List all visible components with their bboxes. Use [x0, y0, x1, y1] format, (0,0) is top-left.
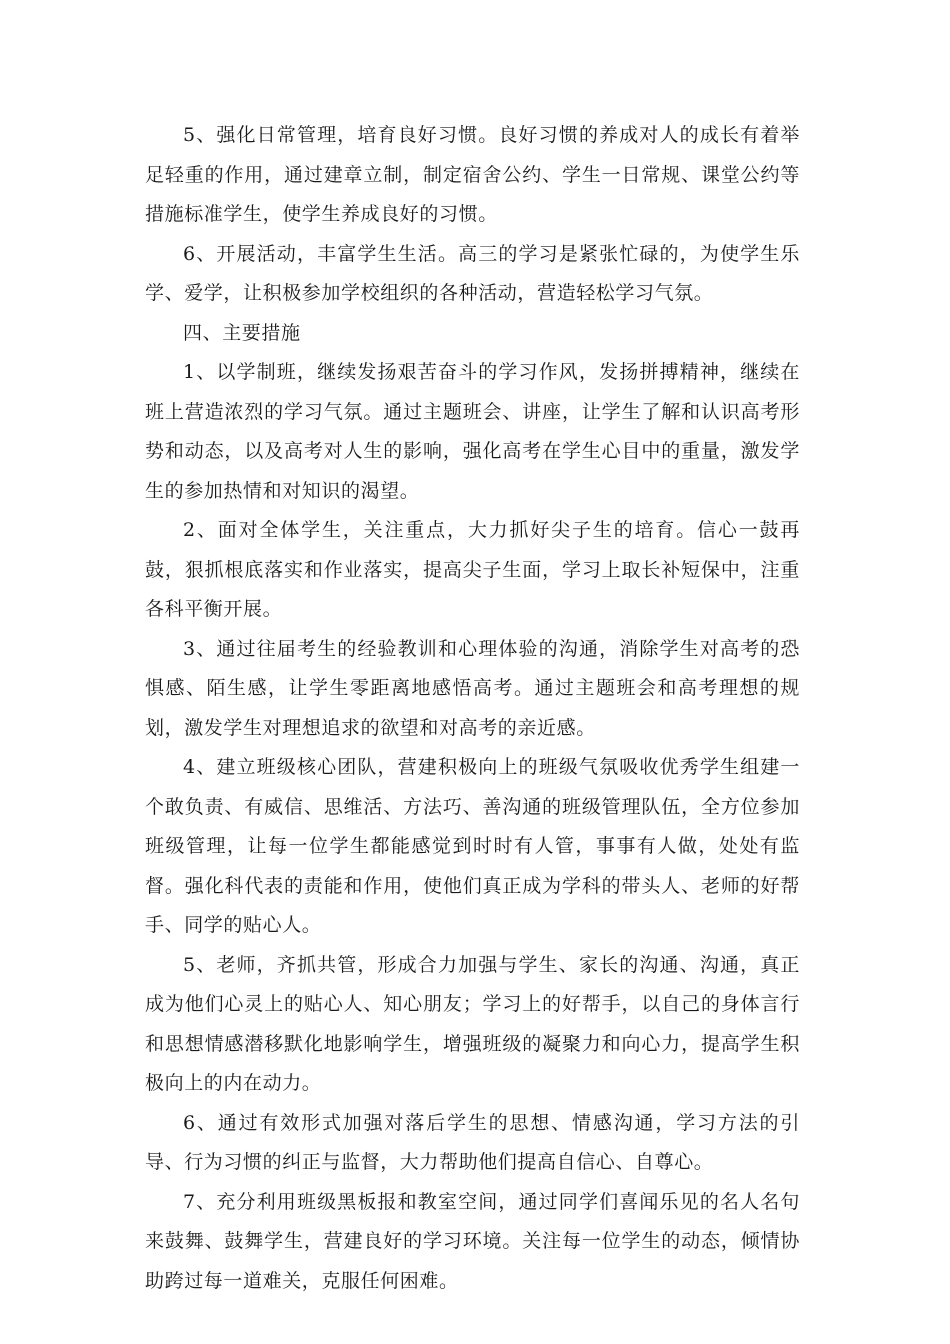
paragraph-activities: 6、开展活动，丰富学生生活。高三的学习是紧张忙碌的，为使学生乐学、爱学，让积极参加学校组织的各种活动，营造轻松学习气氛。	[145, 242, 800, 304]
section-heading-main-measures: 四、主要措施	[183, 321, 301, 344]
document-body	[145, 116, 800, 1301]
paragraph-measure-3: 3、通过往届考生的经验教训和心理体验的沟通，消除学生对高考的恐惧感、陌生感，让学生零距离地感悟高考。通过主题班会和高考理想的规划，激发学生对理想追求的欲望和对高考的亲近感。	[145, 637, 800, 739]
paragraph-measure-1: 1、以学制班，继续发扬艰苦奋斗的学习作风，发扬拼搏精神，继续在班上营造浓烈的学习气氛。通过主题班会、讲座，让学生了解和认识高考形势和动态，以及高考对人生的影响，强化高考在学生心目中的重量，激发学生的参加热情和对知识的渴望。	[145, 361, 800, 502]
paragraph-daily-management: 5、强化日常管理，培育良好习惯。良好习惯的养成对人的成长有着举足轻重的作用，通过建章立制，制定宿舍公约、学生一日常规、课堂公约等措施标准学生，使学生养成良好的习惯。	[145, 124, 800, 225]
paragraph-measure-6: 6、通过有效形式加强对落后学生的思想、情感沟通，学习方法的引导、行为习惯的纠正与监督，大力帮助他们提高自信心、自尊心。	[145, 1111, 800, 1173]
paragraph-measure-5: 5、老师，齐抓共管，形成合力加强与学生、家长的沟通、沟通，真正成为他们心灵上的贴心人、知心朋友；学习上的好帮手，以自己的身体言行和思想情感潜移默化地影响学生，增强班级的凝聚力和向心力，提高学生积极向上的内在动力。	[145, 953, 800, 1094]
paragraph-measure-7: 7、充分利用班级黑板报和教室空间，通过同学们喜闻乐见的名人名句来鼓舞、鼓舞学生，营建良好的学习环境。关注每一位学生的动态，倾情协助跨过每一道难关，克服任何困难。	[145, 1190, 800, 1292]
paragraph-measure-2: 2、面对全体学生，关注重点，大力抓好尖子生的培育。信心一鼓再鼓，狠抓根底落实和作业落实，提高尖子生面，学习上取长补短保中，注重各科平衡开展。	[145, 519, 800, 620]
paragraph-measure-4: 4、建立班级核心团队，营建积极向上的班级气氛吸收优秀学生组建一个敢负责、有威信、思维活、方法巧、善沟通的班级管理队伍，全方位参加班级管理，让每一位学生都能感觉到时时有人管，事事有人做，处处有监督。强化科代表的责能和作用，使他们真正成为学科的带头人、老师的好帮手、同学的贴心人。	[145, 756, 800, 936]
